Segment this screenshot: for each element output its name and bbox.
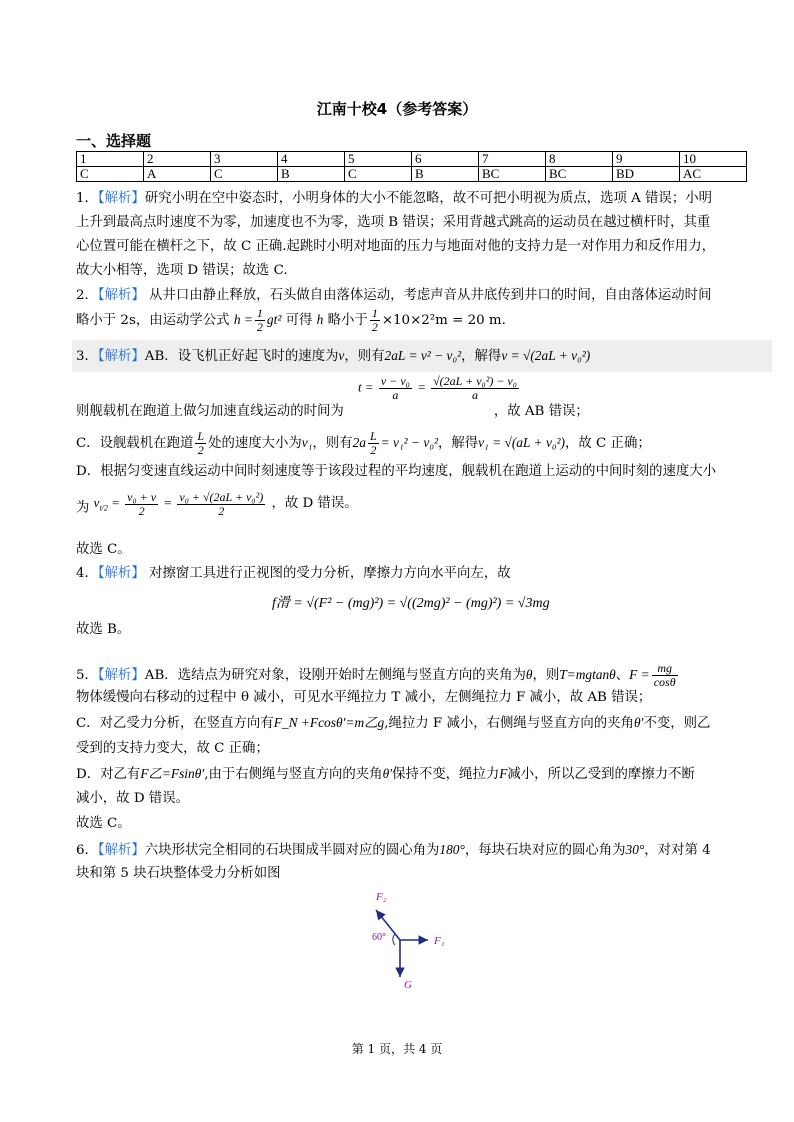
force-diagram xyxy=(360,885,460,995)
table-cell: 10 xyxy=(680,152,747,167)
q5-line-3 xyxy=(76,713,710,734)
table-cell: BC xyxy=(546,167,613,182)
q2-var-h: h xyxy=(316,312,324,327)
fraction-sqrt-a: $\frac{\text{√(2aL + v₀²) − v₀}}{a}$ xyxy=(433,374,517,402)
table-row-answers xyxy=(77,167,747,182)
q2-text-1: 从井口由静止释放，石头做自由落体运动，考虑声音从井底传到井口的时间，自由落体运动时间 xyxy=(144,288,712,303)
table-cell: C xyxy=(77,167,144,182)
q4-line-1 xyxy=(76,564,511,584)
q5-line-7: 故选 C。 xyxy=(76,816,131,831)
q3-text-1: AB．设飞机正好起飞时的速度为 xyxy=(144,349,339,364)
q3-text-7: 处的速度大小为 xyxy=(208,436,302,451)
table-cell: B xyxy=(278,167,345,182)
table-cell: 3 xyxy=(211,152,278,167)
q3-text-10: ，故 C 正确； xyxy=(565,436,651,451)
q5-line-1 xyxy=(76,660,680,691)
label-f1: F₁ xyxy=(434,935,445,947)
q3-line-2 xyxy=(76,402,589,422)
angle-arc xyxy=(393,934,395,945)
q5-line-2: 物体缓慢向右移动的过程中 θ 减小，可见水平绳拉力 T 减小，左侧绳拉力 F 减小，故 AB 错误； xyxy=(76,690,652,705)
label-g: G xyxy=(404,979,412,991)
q5-line-6: 减小，故 D 错误。 xyxy=(76,791,189,806)
q2-number: 2． xyxy=(76,288,98,303)
q2-text-4: 略小于 xyxy=(327,313,368,328)
q3-time-formula: t = $\frac{\text{v − v₀}}{a}$ = $\frac{\text{√(2aL + v₀²) − v₀}}{a}$ xyxy=(358,374,517,402)
q5-var-theta-prime: θ′ xyxy=(633,715,644,730)
q4-line-2: 故选 B。 xyxy=(76,622,131,637)
table-cell: 7 xyxy=(479,152,546,167)
table-cell: 9 xyxy=(613,152,680,167)
q3-formula-2: v = √(2aL + v₀²) xyxy=(501,348,591,363)
fraction-v-v0-a: $\frac{\text{v − v₀}}{a}$ xyxy=(380,374,410,402)
q4-formula: f滑 = √(F² − (mg)²) = √((2mg)² − (mg)²) = √3mg xyxy=(272,596,550,611)
table-cell: B xyxy=(412,167,479,182)
q6-text-3: ，对对第 4 xyxy=(644,843,711,858)
q6-number: 6． xyxy=(76,843,98,858)
table-cell: C xyxy=(211,167,278,182)
q3-text-12: ，故 D 错误。 xyxy=(271,496,358,511)
fraction-mg-cos: $\frac{mg}{\cos\theta}$ xyxy=(653,661,676,689)
q3-text-4: 则舰载机在跑道上做匀加速直线运动的时间为 xyxy=(76,404,344,419)
q5-text-3: 、 xyxy=(615,668,630,683)
table-cell: 8 xyxy=(546,152,613,167)
q5-var-F: F xyxy=(499,766,508,781)
fraction-half: $\frac{1}{2}$ xyxy=(256,306,263,334)
q5-text-6: 不变，则乙 xyxy=(643,716,711,731)
q6-angle-180: 180° xyxy=(439,842,465,857)
q3-formula-3b: = v₁² − v₀² xyxy=(380,435,438,450)
q5-formula-4: F乙=Fsinθ′ xyxy=(140,766,205,781)
table-cell: C xyxy=(345,167,412,182)
q4-number: 4． xyxy=(76,566,98,581)
q6-text-1: 六块形状完全相同的石块围成半圆对应的圆心角为 xyxy=(144,843,440,858)
q3-line-5 xyxy=(76,488,358,524)
q1-line-3: 心位置可能在横杆之下，故 C 正确.起跳时小明对地面的压力与地面对他的支持力是一对作用力和反作用力， xyxy=(76,239,715,254)
analysis-tag: 【解析】 xyxy=(97,566,145,581)
q3-t-equals: t = xyxy=(358,379,374,395)
q5-var-theta-prime: θ′ xyxy=(382,766,393,781)
q5-line-5 xyxy=(76,764,695,785)
q3-line-4: D．根据匀变速直线运动中间时刻速度等于该段过程的平均速度，舰载机在跑道上运动的中间时刻的速度大小 xyxy=(76,464,717,479)
q5-text-9: 保持不变，绳拉力 xyxy=(392,767,500,782)
q1-number: 1． xyxy=(76,191,98,206)
label-angle: 60° xyxy=(372,932,386,943)
q5-text-2: ，则 xyxy=(532,668,560,683)
q3-line-3 xyxy=(76,428,651,459)
q3-var-v1: v₁ xyxy=(301,435,313,450)
q3-text-9: ，解得 xyxy=(438,436,479,451)
q5-formula-3: F_N +Fcosθ′=m乙g xyxy=(273,715,385,730)
fraction-L-2: $\frac{L}{2}$ xyxy=(369,429,377,457)
analysis-tag: 【解析】 xyxy=(97,349,145,364)
table-cell: BC xyxy=(479,167,546,182)
table-cell: A xyxy=(144,167,211,182)
q5-formula-2: F = xyxy=(629,667,650,682)
q1-text-1: 研究小明在空中姿态时，小明身体的大小不能忽略，故不可把小明视为质点，选项 A 错误；小明 xyxy=(144,191,712,206)
q3-mid-formula: $v_{t/2}$ = $\frac{\text{v₀ + v}}{2}$ = $\frac{\text{v₀ + √(2aL + v₀²)}}{2}$ xyxy=(93,489,264,518)
table-cell: 2 xyxy=(144,152,211,167)
q5-text-10: 减小，所以乙受到的摩擦力不断 xyxy=(507,767,695,782)
q5-var-theta: θ xyxy=(525,667,533,682)
q2-formula-h: h = xyxy=(233,312,253,327)
q2-text-5: ×10×2²m = 20 m. xyxy=(381,313,506,328)
q3-formula-1: 2aL = v² − v₀² xyxy=(384,348,462,363)
q5-line-4: 受到的支持力变大，故 C 正确； xyxy=(76,741,269,756)
section-heading: 一、选择题 xyxy=(76,132,152,150)
label-f2: F₂ xyxy=(376,891,387,903)
q3-text-3: ，解得 xyxy=(461,349,502,364)
q3-number: 3． xyxy=(76,349,98,364)
analysis-tag: 【解析】 xyxy=(97,843,145,858)
q3-line-6: 故选 C。 xyxy=(76,542,131,557)
table-cell: BD xyxy=(613,167,680,182)
table-cell: AC xyxy=(680,167,747,182)
q3-text-11: 为 xyxy=(76,500,90,516)
analysis-tag: 【解析】 xyxy=(97,288,145,303)
table-cell: 1 xyxy=(77,152,144,167)
q2-line-1 xyxy=(76,286,711,306)
q5-number: 5． xyxy=(76,668,98,683)
q3-var-v: v xyxy=(338,348,345,363)
q3-formula-4: v₁ = √(aL + v₀²) xyxy=(478,435,566,450)
q6-line-2: 块和第 5 块石块整体受力分析如图 xyxy=(76,866,281,881)
table-cell: 4 xyxy=(278,152,345,167)
answer-table xyxy=(76,151,747,182)
q3-text-2: ，则有 xyxy=(344,349,385,364)
q6-angle-30: 30° xyxy=(625,842,645,857)
page-footer: 第 1 页，共 4 页 xyxy=(351,1042,443,1056)
q1-line-4: 故大小相等，选项 D 错误；故选 C. xyxy=(76,263,288,278)
q2-line-2 xyxy=(76,306,506,335)
q5-text-4: C．对乙受力分析，在竖直方向有 xyxy=(76,716,274,731)
q1-line-2: 上升到最高点时速度不为零，加速度也不为零，选项 B 错误；采用背越式跳高的运动员在越过横杆时，其重 xyxy=(76,215,711,230)
analysis-tag: 【解析】 xyxy=(97,191,145,206)
q5-formula-1: T=mgtanθ xyxy=(559,667,616,682)
table-cell: 6 xyxy=(412,152,479,167)
q5-text-1: AB．选结点为研究对象，设刚开始时左侧绳与竖直方向的夹角为 xyxy=(144,668,526,683)
q5-text-8: ,由于右侧绳与竖直方向的夹角 xyxy=(204,767,383,782)
analysis-tag: 【解析】 xyxy=(97,668,145,683)
q2-text-2: 略小于 2s，由运动学公式 xyxy=(76,313,230,328)
table-cell: 5 xyxy=(345,152,412,167)
q5-text-7: D．对乙有 xyxy=(76,767,141,782)
q3-text-8: ，则有 xyxy=(312,436,353,451)
q3-text-5: ，故 AB 错误； xyxy=(493,404,589,419)
q5-text-5: ,绳拉力 F 减小，右侧绳与竖直方向的夹角 xyxy=(384,716,634,731)
q6-line-1 xyxy=(76,840,711,861)
fraction-half: $\frac{1}{2}$ xyxy=(371,306,378,334)
q2-formula-gt: gt² xyxy=(266,312,282,327)
q3-text-6: C．设舰载机在跑道 xyxy=(76,436,194,451)
q3-formula-3a: 2a xyxy=(352,435,366,450)
q1-line-1 xyxy=(76,189,712,209)
q4-text-1: 对擦窗工具进行正视图的受力分析，摩擦力方向水平向左，故 xyxy=(144,566,511,581)
q3-line-1 xyxy=(76,346,590,367)
fraction-L-2: $\frac{L}{2}$ xyxy=(197,429,205,457)
q2-text-3: 可得 xyxy=(285,313,313,328)
q6-text-2: ，每块石块对应的圆心角为 xyxy=(464,843,626,858)
table-row-numbers xyxy=(77,152,747,167)
page-title: 江南十校4（参考答案） xyxy=(316,100,478,118)
